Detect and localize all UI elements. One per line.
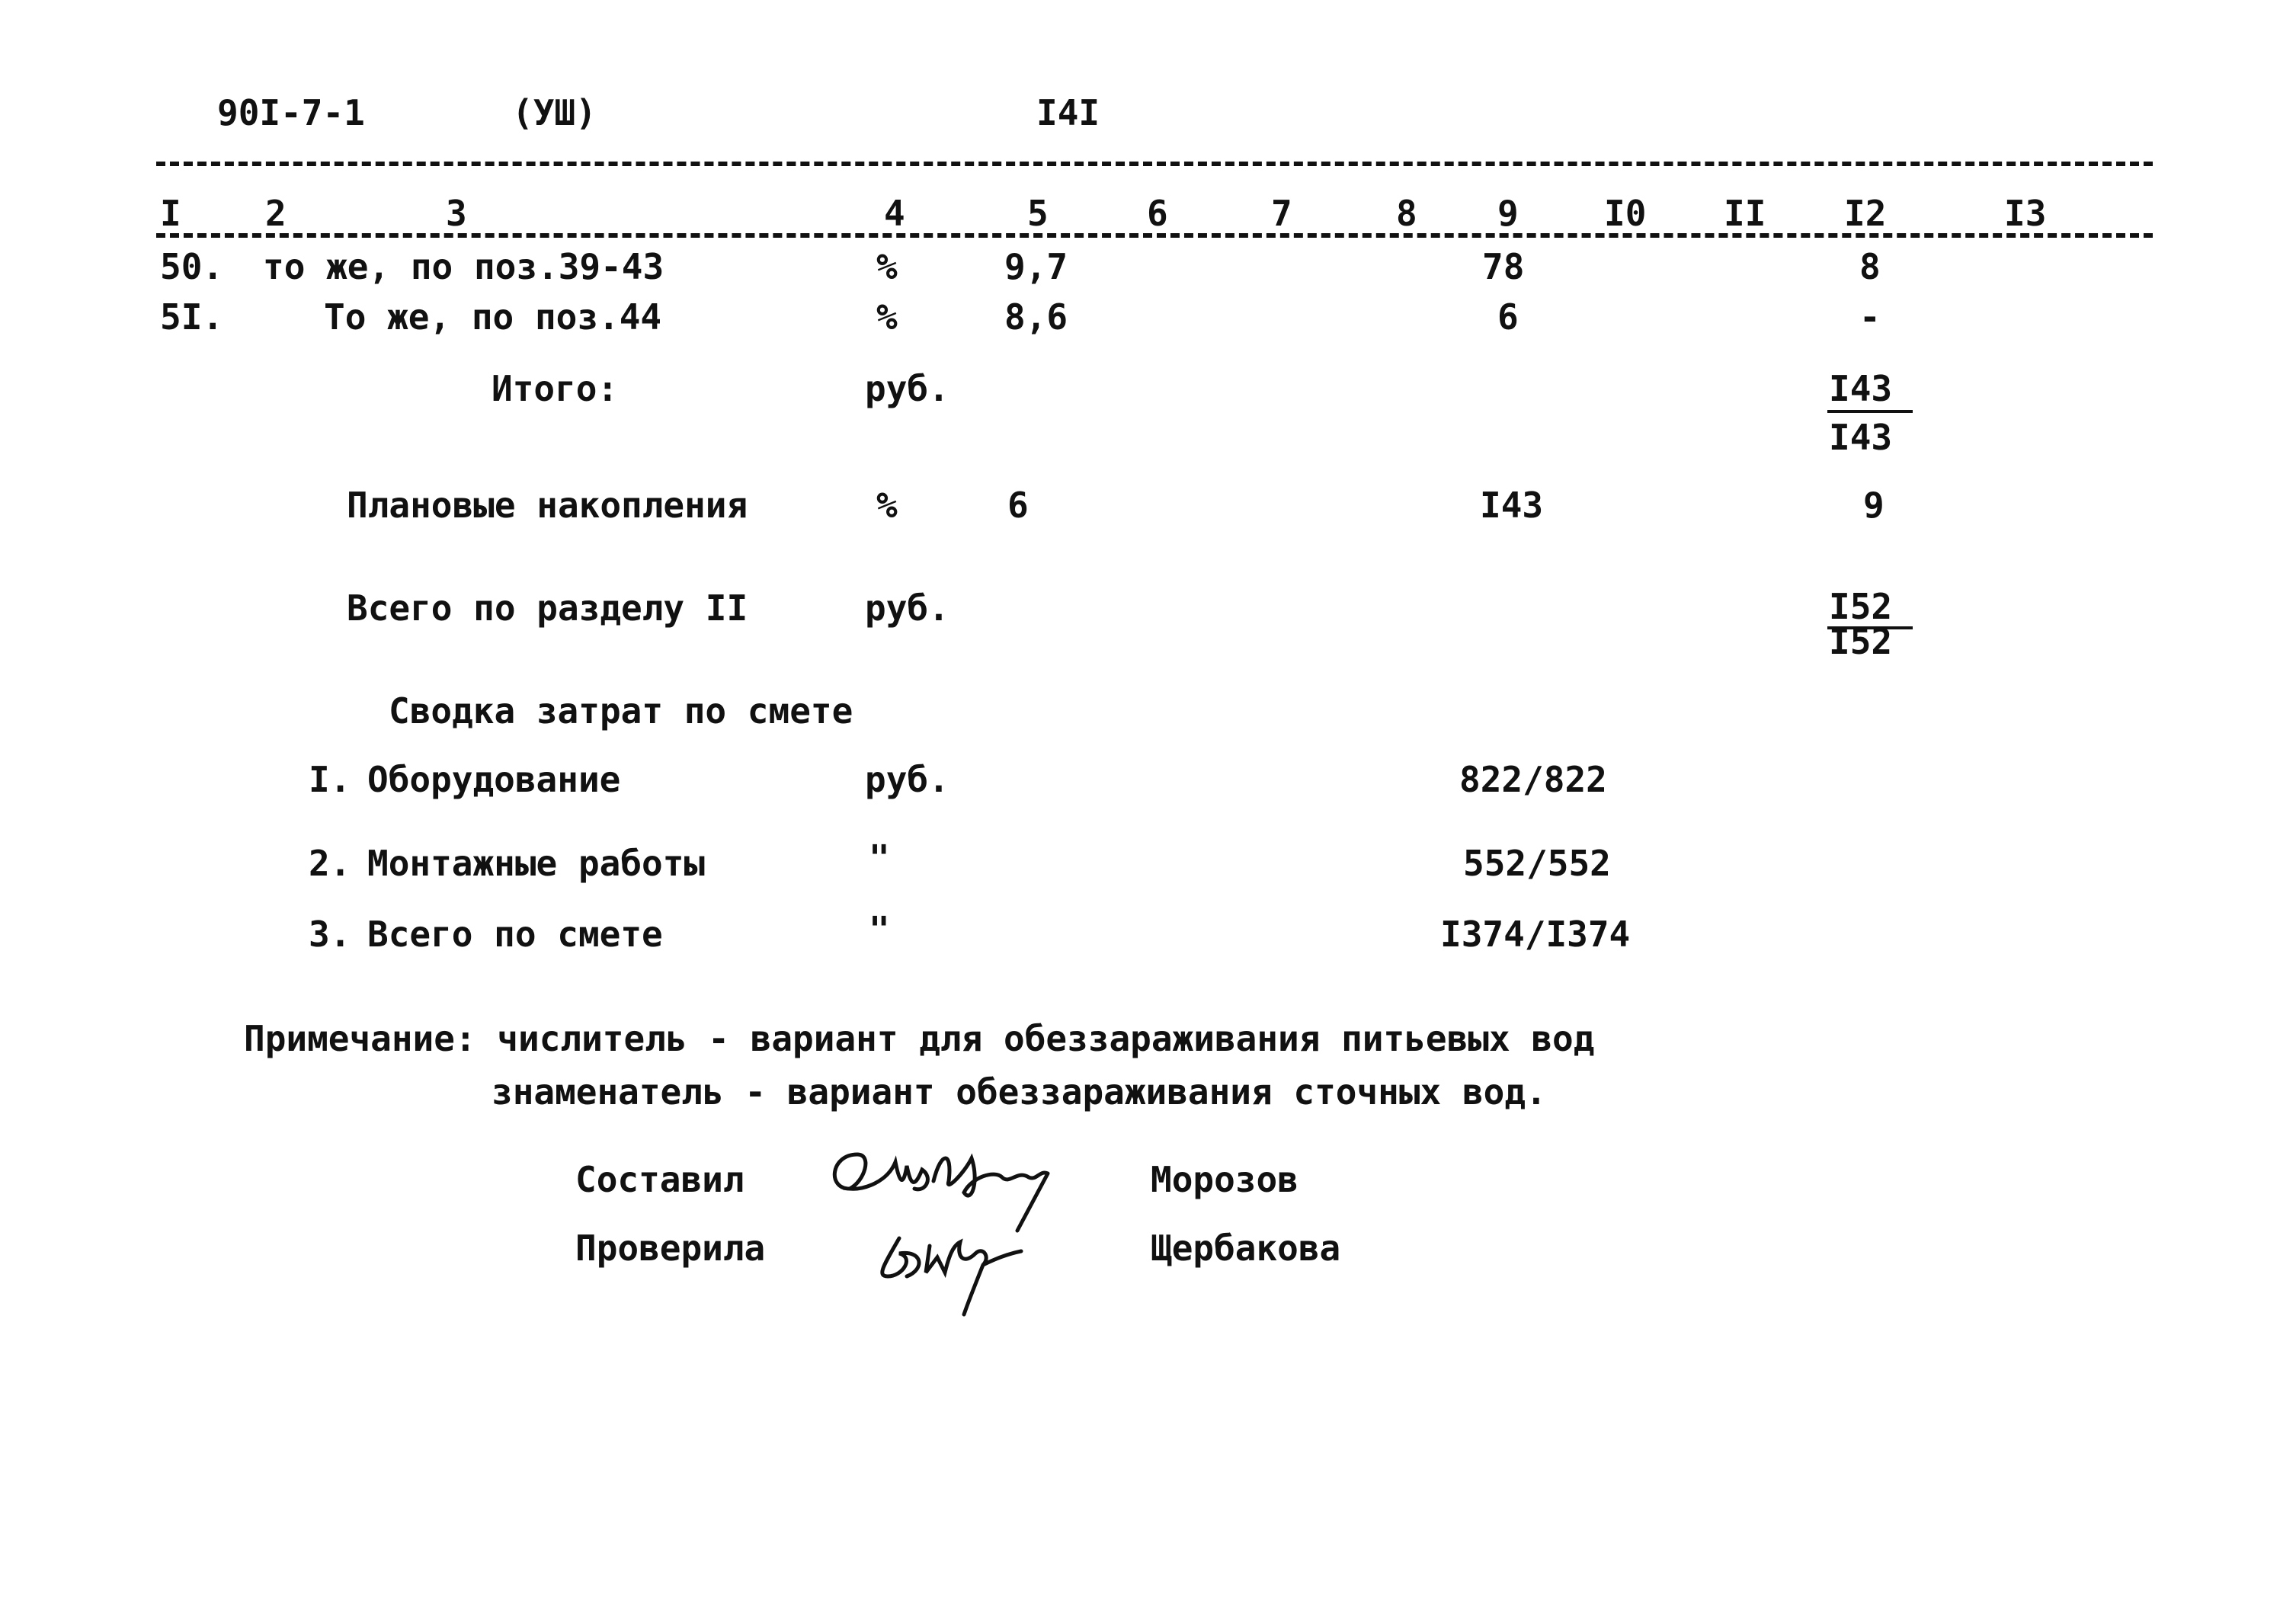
column-number: II (1724, 193, 1766, 234)
signature-name: Щербакова (1151, 1228, 1341, 1269)
row-unit: % (876, 246, 898, 287)
column-number: 3 (446, 193, 467, 234)
planned-col12: 9 (1863, 485, 1885, 526)
summary-item-label: Всего по смете (367, 914, 663, 955)
planned-col5: 6 (1007, 485, 1029, 526)
itogo-denominator: I43 (1829, 417, 1893, 458)
summary-item-unit: руб. (865, 759, 949, 800)
column-number: 8 (1396, 193, 1417, 234)
row-number: 5I. (160, 296, 224, 338)
summary-item-label: Оборудование (367, 759, 621, 800)
summary-item-number: 2. (309, 843, 351, 884)
summary-item-value: 552/552 (1463, 843, 1611, 884)
section-total-unit: руб. (865, 587, 949, 629)
column-number: I0 (1604, 193, 1647, 234)
row-name: То же, по поз.44 (324, 296, 662, 338)
row-number: 50. (160, 246, 224, 287)
column-number: 9 (1497, 193, 1519, 234)
section-total-label: Всего по разделу II (347, 587, 748, 629)
row-col12: - (1859, 296, 1881, 338)
column-number: I2 (1844, 193, 1887, 234)
column-number: 4 (884, 193, 905, 234)
summary-item-number: 3. (309, 914, 351, 955)
row-name: то же, по поз.39-43 (263, 246, 664, 287)
planned-col9: I43 (1480, 485, 1544, 526)
column-number: I (160, 193, 181, 234)
row-unit: % (876, 296, 898, 338)
itogo-label: Итого: (492, 368, 619, 409)
page-number: I4I (1036, 92, 1100, 133)
itogo-unit: руб. (865, 368, 949, 409)
column-number: 6 (1147, 193, 1168, 234)
doc-series: (УШ) (512, 92, 597, 133)
signature-role: Проверила (575, 1228, 766, 1269)
summary-item-unit: " (869, 837, 890, 879)
header-rule (156, 162, 2153, 166)
summary-item-value: I374/I374 (1440, 914, 1631, 955)
planned-label: Плановые накопления (347, 485, 748, 526)
signature-scribble (869, 1212, 1044, 1318)
section-total-numerator: I52 (1829, 586, 1893, 627)
column-number: 7 (1271, 193, 1292, 234)
column-number: I3 (2004, 193, 2047, 234)
summary-title: Сводка затрат по смете (389, 690, 853, 732)
summary-item-label: Монтажные работы (367, 843, 706, 884)
row-col9: 78 (1482, 246, 1525, 287)
note-line-2: знаменатель - вариант обеззараживания сточных вод. (492, 1071, 1547, 1113)
row-col12: 8 (1859, 246, 1881, 287)
doc-code: 90I-7-1 (217, 92, 365, 133)
row-col5: 9,7 (1004, 246, 1068, 287)
fraction-bar (1827, 410, 1913, 413)
summary-item-number: I. (309, 759, 351, 800)
column-rule (156, 233, 2153, 238)
summary-item-value: 822/822 (1459, 759, 1607, 800)
signature-name: Морозов (1151, 1159, 1299, 1200)
column-number: 5 (1027, 193, 1049, 234)
column-number: 2 (265, 193, 287, 234)
section-total-denominator: I52 (1829, 621, 1893, 662)
itogo-numerator: I43 (1829, 368, 1893, 409)
row-col9: 6 (1497, 296, 1519, 338)
planned-unit: % (876, 485, 898, 526)
summary-item-unit: " (869, 909, 890, 950)
signature-role: Составил (575, 1159, 745, 1200)
note-line-1: Примечание: числитель - вариант для обеззараживания питьевых вод (244, 1018, 1595, 1059)
row-col5: 8,6 (1004, 296, 1068, 338)
